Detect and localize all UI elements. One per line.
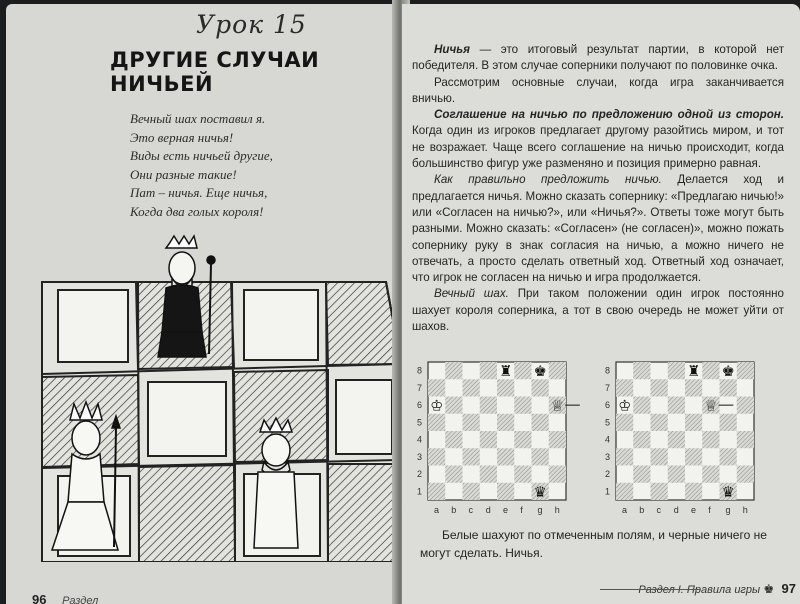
dark-square (737, 466, 754, 483)
right-page-number: 97 (781, 581, 796, 596)
rank-label: 3 (417, 451, 423, 462)
rank-label: 6 (417, 400, 423, 411)
dark-square (463, 448, 480, 465)
dark-square (497, 448, 514, 465)
dark-square (668, 466, 685, 483)
dark-square (651, 448, 668, 465)
heading-how-to-offer: Как правильно предложить ничью. (434, 173, 662, 187)
queen-piece: ♕ (704, 397, 718, 415)
dark-square (480, 397, 497, 414)
rank-label: 7 (417, 382, 423, 393)
dark-square (549, 466, 566, 483)
dark-square (480, 362, 497, 379)
rank-label: 6 (605, 400, 611, 411)
right-folio (600, 581, 796, 596)
folio-rule (600, 589, 700, 590)
dark-square (668, 397, 685, 414)
rank-label: 3 (605, 451, 611, 462)
dark-square (668, 362, 685, 379)
file-label: b (639, 505, 645, 515)
paragraph-text: Когда один из игроков предлагает другому разойтись миром, и тот не возражает. Чаще всего соглашение на ничью происходит, когда большинство фигур уже разменяно и позиция примерно равная. (412, 124, 784, 171)
dark-square (463, 414, 480, 431)
rank-label: 1 (417, 486, 423, 497)
dark-square (651, 414, 668, 431)
dark-square (514, 431, 531, 448)
rank-label: 1 (605, 486, 611, 497)
dark-square (616, 483, 633, 500)
rank-label: 4 (605, 434, 611, 445)
dark-square (685, 483, 702, 500)
dark-square (428, 379, 445, 396)
dark-square (549, 362, 566, 379)
file-label: f (708, 505, 711, 515)
dark-square (633, 362, 650, 379)
poem-line: Это верная ничья! (130, 129, 234, 145)
poem-line: Пат – ничья. Еще ничья, (130, 185, 268, 200)
dark-square (702, 431, 719, 448)
chapter-title: ДРУГИЕ СЛУЧАИ НИЧЬЕЙ (110, 48, 320, 96)
poem-line: Вечный шах поставил я. (130, 111, 266, 126)
dark-square (497, 379, 514, 396)
rook-piece: ♜ (687, 363, 701, 381)
poem-line: Когда два голых короля! (130, 203, 264, 219)
file-label: c (656, 505, 662, 515)
dark-square (685, 448, 702, 465)
dark-square (445, 397, 462, 414)
dark-square (428, 448, 445, 465)
rank-label: 8 (417, 365, 423, 376)
caption-text: Белые шахуют по отмеченным полям, и черные ничего не могут сделать. Ничья. (420, 528, 767, 560)
crown-icon: ♚ (763, 582, 775, 596)
heading-perpetual-check: Вечный шах. (434, 287, 509, 301)
file-label: e (503, 505, 509, 515)
poem (130, 110, 273, 221)
dark-square (428, 414, 445, 431)
heading-agreement: Соглашение на ничью по предложению одной из сторон. (434, 108, 784, 122)
chess-diagrams (402, 358, 800, 523)
dark-square (532, 448, 549, 465)
dark-square (633, 466, 650, 483)
dark-square (651, 483, 668, 500)
king-piece: ♔ (430, 397, 444, 415)
left-page-number: 96 (32, 592, 47, 604)
dark-square (685, 414, 702, 431)
file-label: h (742, 505, 748, 515)
dark-square (685, 379, 702, 396)
rank-label: 4 (417, 434, 423, 445)
rank-label: 2 (417, 469, 423, 480)
rook-piece: ♜ (499, 363, 513, 381)
file-label: f (520, 505, 523, 515)
file-label: c (468, 505, 474, 515)
dark-square (480, 431, 497, 448)
queen-piece: ♛ (721, 483, 735, 501)
right-running-head: Раздел I. Правила игры (638, 584, 761, 596)
rank-label: 7 (605, 382, 611, 393)
paragraph-definition (412, 42, 784, 75)
rank-label: 2 (605, 469, 611, 480)
dark-square (616, 379, 633, 396)
dark-square (532, 414, 549, 431)
dark-square (720, 414, 737, 431)
left-folio (32, 592, 98, 604)
left-running-head: Раздел (62, 595, 99, 604)
chess-board (605, 362, 754, 515)
rank-label: 5 (417, 417, 423, 428)
left-page (6, 4, 398, 604)
dark-square (737, 431, 754, 448)
poem-line: Они разные такие! (130, 166, 237, 182)
paragraph-how-to-offer (412, 172, 784, 286)
paragraph-agreement (412, 107, 784, 172)
file-label: a (434, 505, 440, 515)
dark-square (445, 466, 462, 483)
file-label: b (451, 505, 457, 515)
dark-square (445, 431, 462, 448)
paragraph-intro: Рассмотрим основные случаи, когда игра заканчивается вничью. (412, 75, 784, 105)
queen-piece: ♛ (533, 483, 547, 501)
rank-label: 8 (605, 365, 611, 376)
chess-board (417, 362, 580, 515)
rank-label: 5 (605, 417, 611, 428)
paragraph-text: — это итоговый результат партии, в которой нет победителя. В этом случае соперники получают по половинке очка. (412, 43, 784, 73)
diagram-caption (420, 526, 780, 562)
file-label: g (537, 505, 543, 515)
king-piece: ♚ (721, 363, 735, 381)
file-label: h (554, 505, 560, 515)
dark-square (633, 397, 650, 414)
dark-square (514, 397, 531, 414)
dark-square (463, 483, 480, 500)
dark-square (616, 448, 633, 465)
paragraph-text: При таком положении один игрок постоянно шахует короля соперника, а тот в свою очередь не может уйти от шахов. (412, 287, 784, 334)
dark-square (651, 379, 668, 396)
file-label: d (485, 505, 491, 515)
dark-square (720, 448, 737, 465)
dark-square (702, 466, 719, 483)
dark-square (428, 483, 445, 500)
dark-square (514, 362, 531, 379)
dark-square (497, 414, 514, 431)
dark-square (480, 466, 497, 483)
file-label: d (673, 505, 679, 515)
kings-illustration (6, 232, 398, 562)
dark-square (532, 379, 549, 396)
right-page (402, 4, 800, 604)
queen-piece: ♕ (550, 397, 564, 415)
dark-square (633, 431, 650, 448)
dark-square (702, 362, 719, 379)
dark-square (497, 483, 514, 500)
dark-square (737, 362, 754, 379)
dark-square (514, 466, 531, 483)
king-piece: ♚ (533, 363, 547, 381)
file-label: e (691, 505, 697, 515)
dark-square (616, 414, 633, 431)
file-label: g (725, 505, 731, 515)
dark-square (549, 431, 566, 448)
body-text (412, 42, 784, 335)
paragraph-perpetual-check (412, 286, 784, 335)
king-piece: ♔ (618, 397, 632, 415)
dark-square (463, 379, 480, 396)
dark-square (445, 362, 462, 379)
dark-square (668, 431, 685, 448)
dark-square (737, 397, 754, 414)
dark-square (720, 379, 737, 396)
file-label: a (622, 505, 628, 515)
term-draw: Ничья (434, 43, 470, 56)
paragraph-text: Делается ход и предлагается ничья. Можно сказать сопернику: «Предлагаю ничью!» или «Согласен на ничью?», или «Ничья?». Ответы тоже могут быть разными. Можно сказать: «Согласен» (не согласен)», можно пожать сопернику руку в знак согласия на ничью, а можно ничего не отвечать, а просто сделать ответный ход. Ответный ход означает, что игрок не согласен на ничью и игра продолжается. (412, 173, 784, 285)
lesson-number: Урок 15 (196, 10, 307, 39)
poem-line: Виды есть ничьей другие, (130, 148, 273, 163)
